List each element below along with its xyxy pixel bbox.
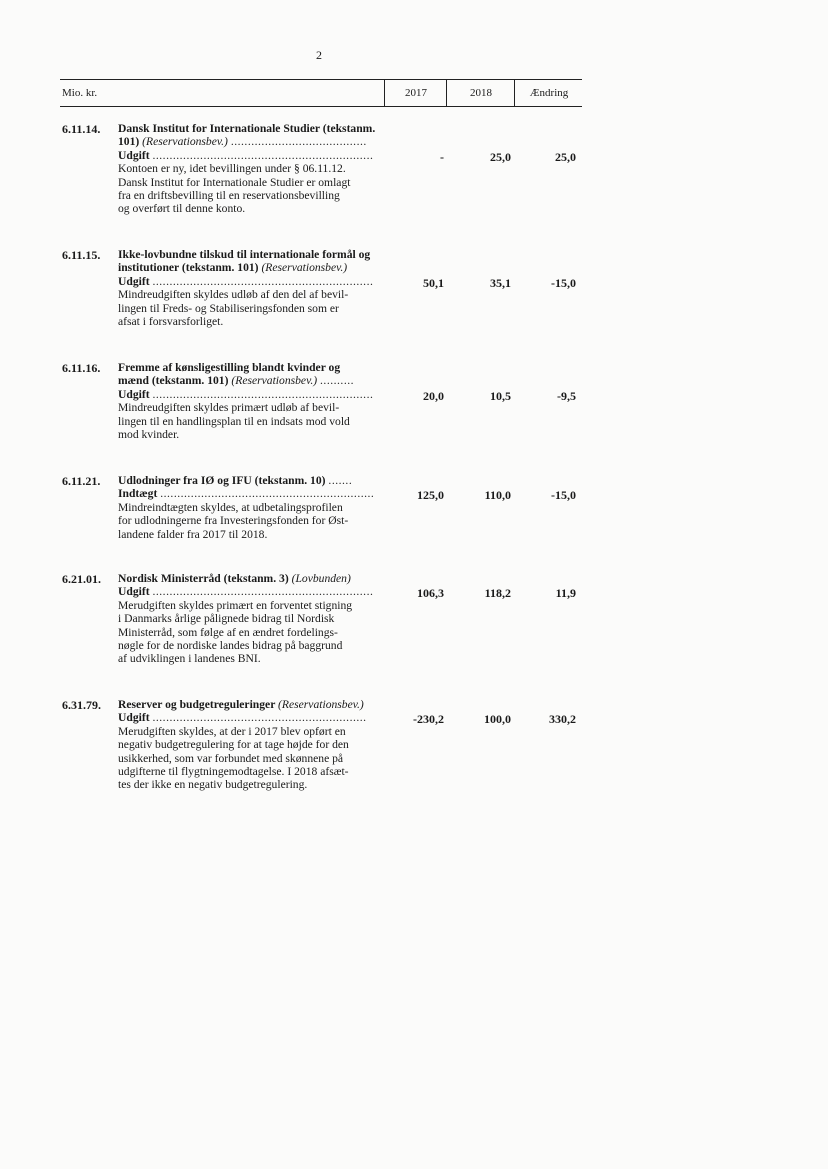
entry-label: Udgift: [118, 387, 150, 401]
entry-title: Dansk Institut for Internationale Studier (tekstanm.: [118, 122, 376, 135]
entry-description: [118, 162, 414, 216]
entry-description: [118, 725, 414, 792]
description-line: af udviklingen i landenes BNI.: [118, 652, 261, 666]
entry-title: Udlodninger fra IØ og IFU (tekstanm. 10): [118, 474, 326, 487]
value-2018: 100,0: [484, 712, 511, 726]
entry-body: [118, 248, 414, 328]
entry-code: 6.11.15.: [62, 248, 101, 262]
value-2018: 110,0: [484, 488, 511, 502]
description-line: Dansk Institut for Internationale Studier er omlagt: [118, 175, 351, 189]
description-line: nøgle for de nordiske landes bidrag på baggrund: [118, 639, 343, 653]
entry-label: Udgift: [118, 585, 150, 599]
entry-description: [118, 401, 414, 441]
entry-body: [118, 572, 414, 666]
entry-type: (Lovbunden): [291, 572, 351, 585]
leader-dots: ........................................: [230, 135, 367, 149]
description-line: landene falder fra 2017 til 2018.: [118, 527, 268, 541]
description-line: tes der ikke en negativ budgetregulering.: [118, 778, 308, 792]
value-change: 11,9: [555, 586, 576, 600]
column-2018-header: 2018: [446, 80, 515, 106]
description-line: fra en driftsbevilling til en reservationsbevilling: [118, 189, 340, 203]
entry-label: Udgift: [118, 274, 150, 288]
description-line: Mindreindtægten skyldes, at udbetalingsprofilen: [118, 500, 343, 514]
value-2017: -: [440, 150, 444, 164]
entry-type: (Reservationsbev.): [231, 374, 318, 388]
value-2017: 125,0: [417, 488, 444, 502]
entry-code: 6.11.16.: [62, 361, 101, 375]
value-2018: 35,1: [490, 276, 511, 290]
entry-body: [118, 698, 414, 792]
description-line: lingen til Freds- og Stabiliseringsfonden som er: [118, 301, 339, 315]
entry-code: 6.31.79.: [62, 698, 101, 712]
entry-label: Udgift: [118, 711, 150, 725]
column-change-header: Ændring: [514, 80, 583, 106]
entry-code: 6.21.01.: [62, 572, 101, 586]
column-2017-header: 2017: [384, 80, 447, 106]
entry-type: (Reservationsbev.): [142, 135, 228, 149]
entry-label: Udgift: [118, 148, 150, 162]
table-header: [60, 79, 582, 107]
leader-dots: ...............................................................: [160, 487, 375, 501]
entry-title-cont: mænd (tekstanm. 101): [118, 374, 229, 388]
entry-title: Nordisk Ministerråd (tekstanm. 3): [118, 572, 289, 585]
unit-label: Mio. kr.: [62, 87, 98, 99]
leader-dots: .................................................................: [152, 274, 374, 288]
page-number: 2: [316, 48, 322, 62]
leader-dots: .................................................................: [152, 585, 374, 599]
value-change: -9,5: [557, 389, 576, 403]
description-line: Ministerråd, som følge af en ændret fordelings-: [118, 625, 338, 639]
description-line: mod kvinder.: [118, 428, 180, 442]
entry-body: [118, 474, 414, 541]
description-line: i Danmarks årlige pålignede bidrag til Nordisk: [118, 612, 335, 626]
entry-body: [118, 122, 414, 216]
entry-description: [118, 599, 414, 666]
value-change: 25,0: [555, 150, 576, 164]
leader-dots: .......: [328, 474, 353, 487]
description-line: udgifterne til flygtningemodtagelse. I 2018 afsæt-: [118, 765, 349, 779]
value-change: -15,0: [551, 276, 576, 290]
description-line: afsat i forsvarsforliget.: [118, 315, 224, 329]
entry-label: Indtægt: [118, 487, 158, 501]
leader-dots: ..........: [320, 374, 355, 388]
value-2018: 118,2: [484, 586, 511, 600]
value-2017: 50,1: [423, 276, 444, 290]
entry-title: Fremme af kønsligestilling blandt kvinder og: [118, 361, 341, 374]
leader-dots: .................................................................: [152, 148, 374, 162]
entry-title-cont: institutioner (tekstanm. 101): [118, 261, 259, 275]
entry-description: [118, 501, 414, 541]
description-line: lingen til en handlingsplan til en indsats mod vold: [118, 414, 350, 428]
entry-title: Ikke-lovbundne tilskud til internationale formål og: [118, 248, 371, 261]
entry-title: Reserver og budgetreguleringer: [118, 698, 276, 711]
entry-title-cont: 101): [118, 135, 140, 149]
description-line: Mindreudgiften skyldes udløb af den del af bevil-: [118, 288, 349, 302]
entry-body: [118, 361, 414, 441]
value-change: 330,2: [549, 712, 576, 726]
entry-description: [118, 288, 414, 328]
value-change: -15,0: [551, 488, 576, 502]
value-2018: 10,5: [490, 389, 511, 403]
value-2017: 20,0: [423, 389, 444, 403]
entry-code: 6.11.21.: [62, 474, 101, 488]
leader-dots: .................................................................: [152, 387, 374, 401]
description-line: negativ budgetregulering for at tage højde for den: [118, 738, 349, 752]
description-line: og overført til denne konto.: [118, 202, 246, 216]
description-line: usikkerhed, som var forbundet med skønnene på: [118, 751, 344, 765]
entry-code: 6.11.14.: [62, 122, 101, 136]
description-line: for udlodningerne fra Investeringsfonden for Øst-: [118, 514, 349, 528]
value-2017: -230,2: [413, 712, 444, 726]
value-2017: 106,3: [417, 586, 444, 600]
leader-dots: ...............................................................: [152, 711, 367, 725]
description-line: Merudgiften skyldes, at der i 2017 blev opført en: [118, 724, 346, 738]
description-line: Mindreudgiften skyldes primært udløb af bevil-: [118, 401, 340, 415]
entry-type: (Reservationsbev.): [261, 261, 348, 275]
description-line: Kontoen er ny, idet bevillingen under § 06.11.12.: [118, 162, 346, 176]
value-2018: 25,0: [490, 150, 511, 164]
entry-type: (Reservationsbev.): [278, 698, 364, 711]
description-line: Merudgiften skyldes primært en forventet stigning: [118, 598, 353, 612]
